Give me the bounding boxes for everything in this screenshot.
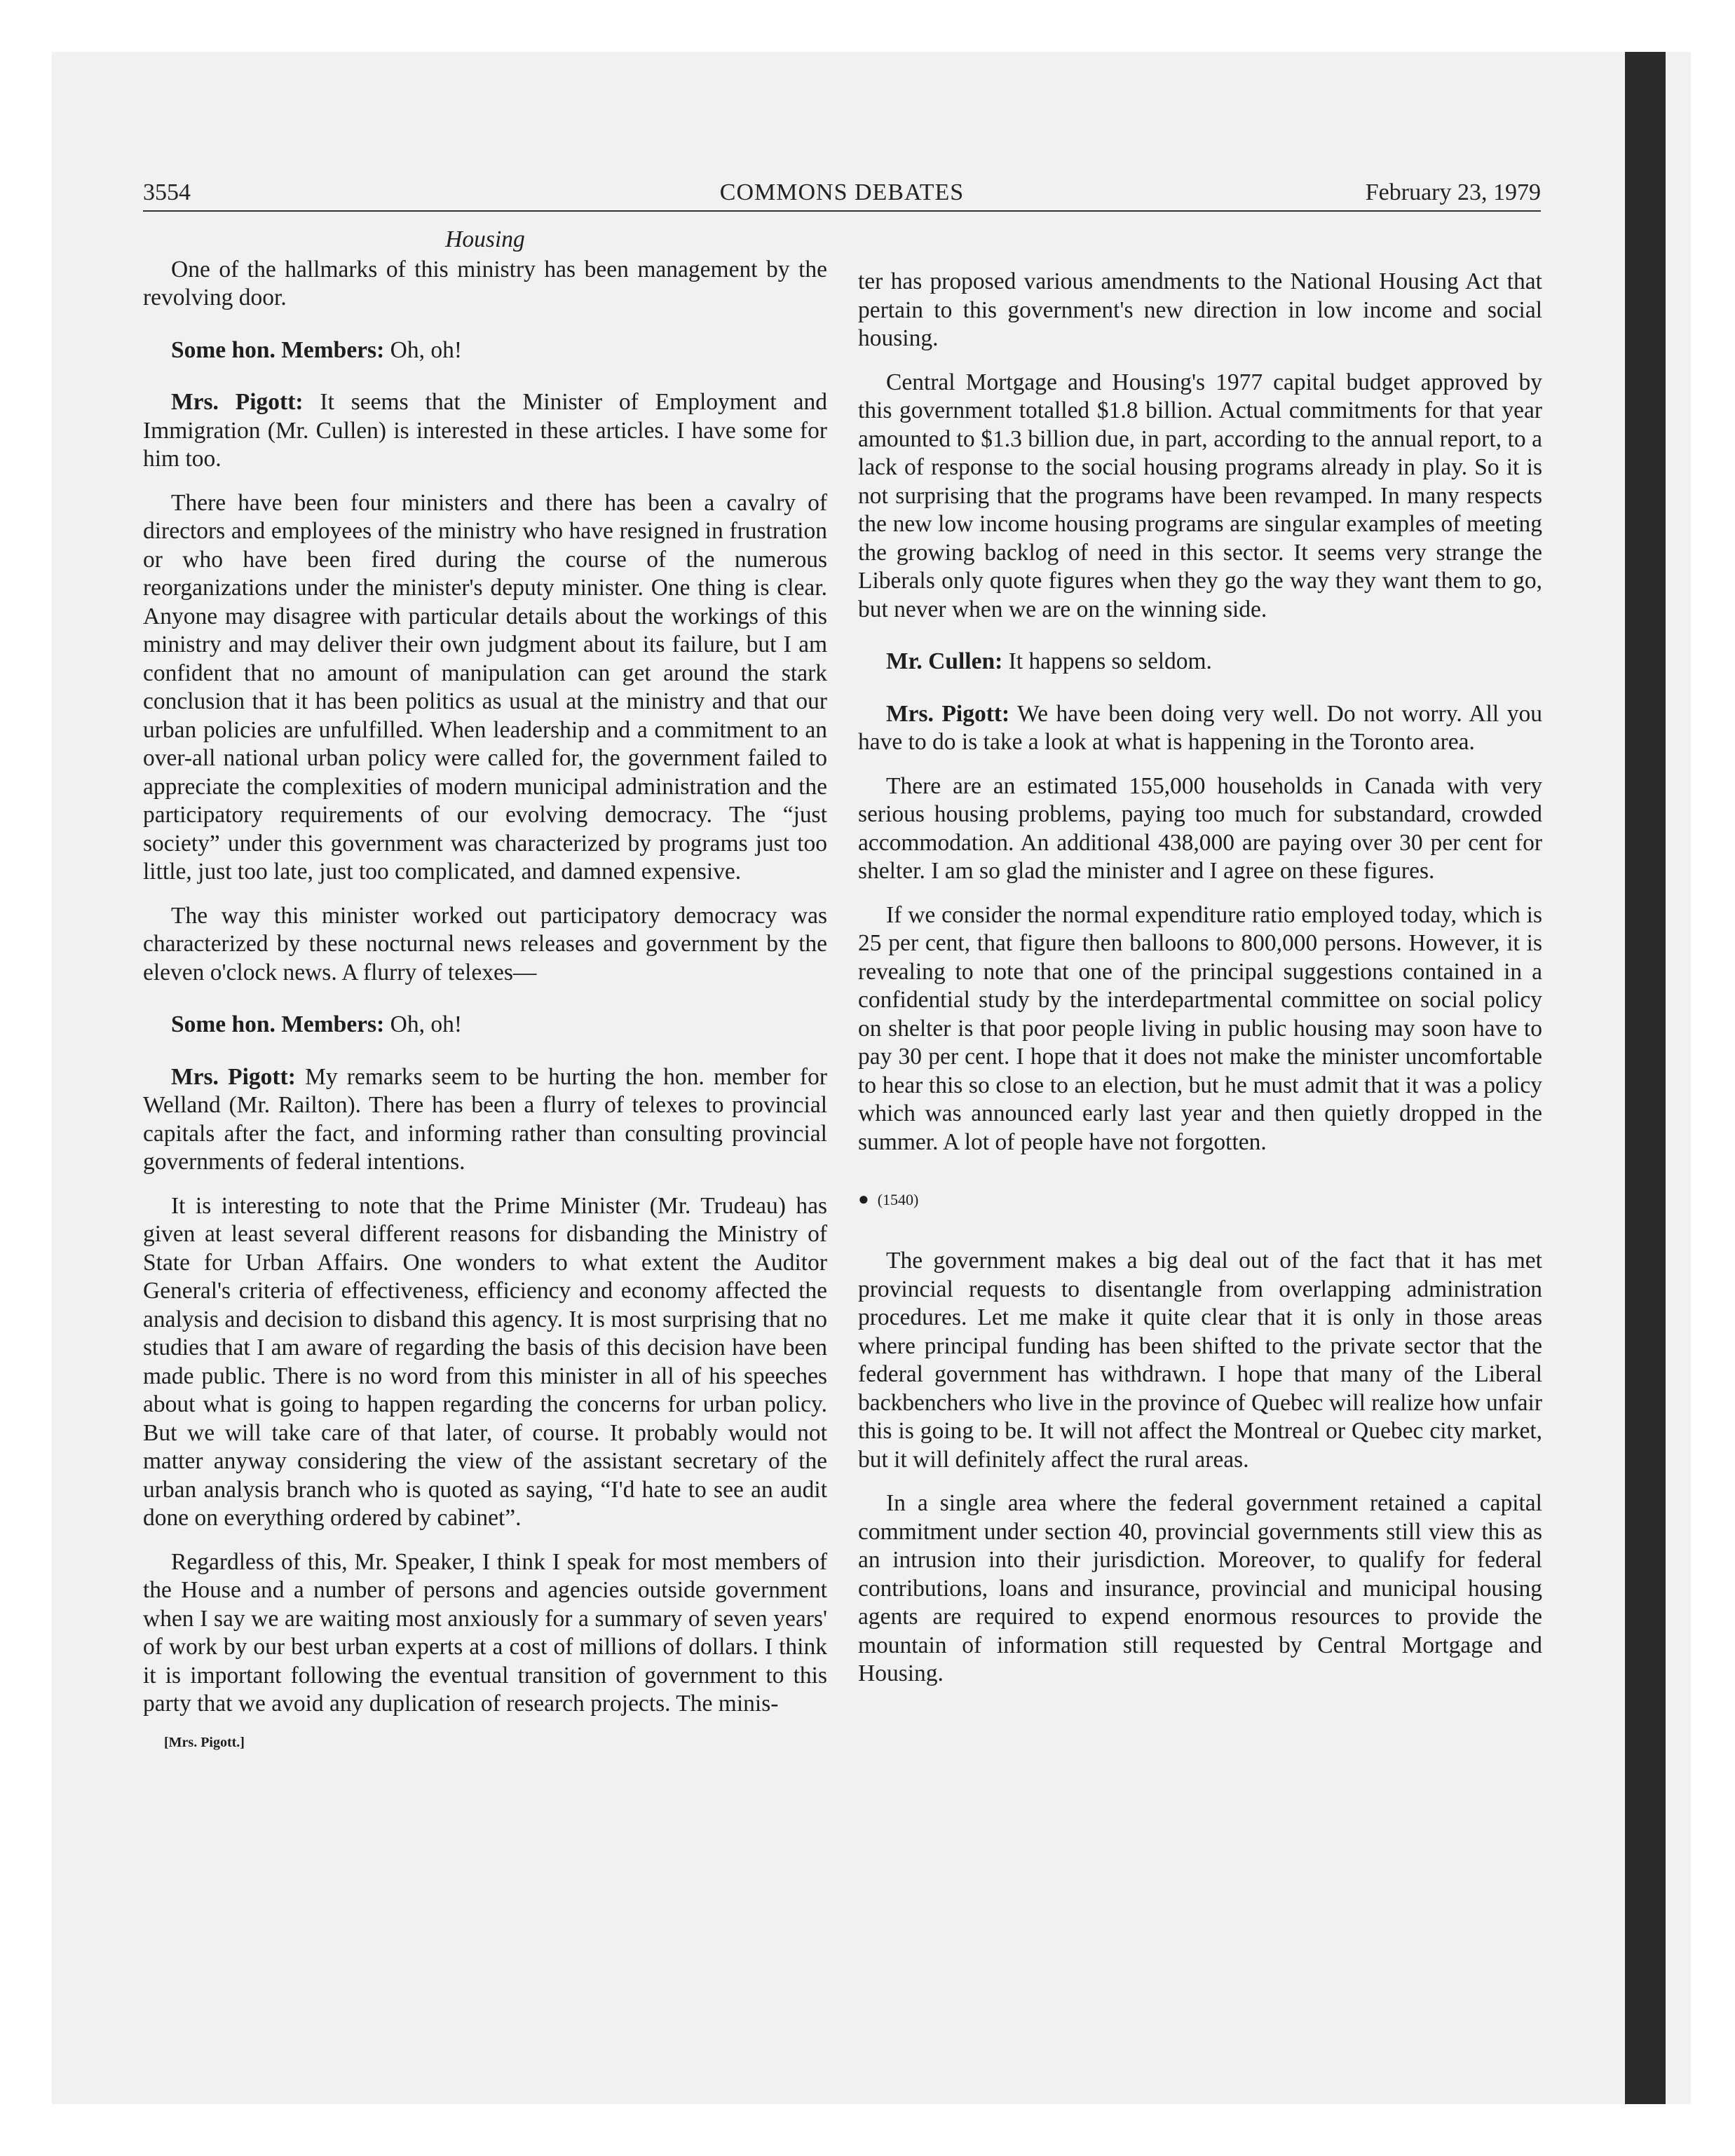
paragraph-text: In a single area where the federal government retained a capital commitment under section 40, provincial governments still view this as an intrusion into their jurisdiction. Moreover, to qualify for federal contributions, loans and insurance, provincial and municipal housing agents are required to expend enormous resources to provide the mountain of information still requested by Central Mortgage and Housing. <box>858 1490 1542 1686</box>
paragraph-text: We have been doing very well. Do not worry. All you have to do is take a look at what is happening in the Toronto area. <box>858 700 1543 755</box>
paragraph-text: The government makes a big deal out of the fact that it has met provincial requests to disentangle from overlapping administration procedures. Let me make it quite clear that it is only in those areas where principal funding has been shifted to the private sector that the federal government has withdrawn. I hope that many of the Liberal backbenchers who live in the province of Quebec will realize how unfair this is going to be. It will not affect the Montreal or Quebec city market, but it will definitely affect the rural areas. <box>858 1248 1542 1473</box>
speech-paragraph <box>143 388 827 474</box>
page-number: 3554 <box>143 179 191 205</box>
paragraph-text: Oh, oh! <box>390 336 462 363</box>
speaker-name: Mrs. Pigott: <box>171 389 304 415</box>
paragraph-text: ter has proposed various amendments to the National Housing Act that pertain to this government's new direction in low income and social housing. <box>858 268 1542 351</box>
paragraph <box>858 1247 1542 1474</box>
paragraph <box>858 369 1542 625</box>
scan-edge-shadow <box>1625 52 1666 2104</box>
subject-heading: Housing <box>445 226 525 252</box>
paragraph-text: It happens so seldom. <box>1008 648 1212 674</box>
paragraph <box>143 1192 827 1533</box>
paragraph-text: It seems that the Minister of Employment and Immigration (Mr. Cullen) is interested in these articles. I have some for him too. <box>143 389 827 472</box>
speaker-name: Mr. Cullen: <box>886 648 1003 674</box>
paragraph <box>858 1489 1542 1688</box>
speech-paragraph <box>143 1011 827 1039</box>
paragraph-text: My remarks seem to be hurting the hon. member for Welland (Mr. Railton). There has been a flurry of telexes to provincial capitals after the fact, and informing rather than consulting provincial governments of federal intentions. <box>143 1063 827 1175</box>
paragraph-text: If we consider the normal expenditure ratio employed today, which is 25 per cent, that figure then balloons to 800,000 persons. However, it is revealing to note that one of the principal suggestions contained in a confidential study by the interdepartmental committee on social policy on shelter is that poor people living in public housing may soon have to pay 30 per cent. I hope that it does not make the minister uncomfortable to hear this so close to an election, but he must admit that it was a policy which was announced early last year and then quietly dropped in the summer. A lot of people have not forgotten. <box>858 901 1542 1155</box>
paragraph <box>143 256 827 313</box>
speech-paragraph <box>143 336 827 365</box>
right-paragraphs-before <box>858 268 1542 1157</box>
paragraph-text: Oh, oh! <box>390 1011 462 1037</box>
right-column <box>858 268 1542 1704</box>
paragraph-text: There are an estimated 155,000 households in Canada with very serious housing problems, paying too much for substandard, crowded accommodation. An additional 438,000 are paying over 30 per cent for shelter. I am so glad the minister and I agree on these figures. <box>858 772 1542 884</box>
speaker-attribution: [Mrs. Pigott.] <box>164 1734 245 1750</box>
paragraph-text: The way this minister worked out participatory democracy was characterized by these nocturnal news releases and government by the eleven o'clock news. A flurry of telexes— <box>143 902 827 985</box>
paragraph <box>143 489 827 887</box>
publication-title: COMMONS DEBATES <box>719 179 965 205</box>
speaker-name: Some hon. Members: <box>171 336 385 363</box>
speech-paragraph <box>858 648 1542 676</box>
paragraph-text: Central Mortgage and Housing's 1977 capital budget approved by this government totalled $1.8 billion. Actual commitments for that year amounted to $1.3 billion due, in part, according to the annual report, to a lack of response to the social housing programs already in play. So it is not surprising that the programs have been revamped. In many respects the new low income housing programs are singular examples of meeting the growing backlog of need in this sector. It seems very strange the Liberals only quote figures when they go the way they want them to go, but never when we are on the winning side. <box>858 369 1542 622</box>
time-marker <box>858 1189 1542 1210</box>
speaker-name: Mrs. Pigott: <box>171 1063 296 1090</box>
paragraph-text: There have been four ministers and there has been a cavalry of directors and employees of the ministry who have resigned in frustration or who have been fired during the course of the numerous reorganizations under the minister's deputy minister. One thing is clear. Anyone may disagree with particular details about the workings of this ministry and may deliver their own judgment about its failure, but I am confident that no amount of manipulation can get around the stark conclusion that it has been politics as usual at the ministry and that our urban policies are unfulfilled. When leadership and a commitment to an over-all national urban policy were called for, the government failed to appreciate the complexities of modern municipal administration and the participatory requirements of our evolving democracy. The “just society” under this government was characterized by programs just too little, just too late, just too complicated, and damned expensive. <box>143 489 827 885</box>
paragraph <box>858 268 1542 353</box>
publication-date: February 23, 1979 <box>1365 179 1541 205</box>
paragraph-text: Regardless of this, Mr. Speaker, I think I speak for most members of the House and a number of persons and agencies outside government when I say we are waiting most anxiously for a summary of seven years' of work by our best urban experts at a cost of millions of dollars. I think it is important following the eventual transition of government to this party that we avoid any duplication of research projects. The minis- <box>143 1548 827 1717</box>
paragraph <box>858 772 1542 886</box>
paragraph-text: It is interesting to note that the Prime Minister (Mr. Trudeau) has given at least several different reasons for disbanding the Ministry of State for Urban Affairs. One wonders to what extent the Auditor General's criteria of effectiveness, efficiency and economy affected the analysis and decision to disband this agency. It is most surprising that no studies that I am aware of regarding the basis of this decision have been made public. There is no word from this minister in all of his speeches about what is going to happen regarding the concerns for urban policy. But we will take care of that later, of course. It probably would not matter anyway considering the view of the assistant secretary of the urban analysis branch who is quoted as saying, “I'd hate to see an audit done on everything ordered by cabinet”. <box>143 1192 827 1531</box>
paragraph <box>143 902 827 988</box>
speech-paragraph <box>858 700 1542 757</box>
speech-paragraph <box>143 1063 827 1177</box>
paragraph <box>143 1548 827 1719</box>
left-paragraphs <box>143 256 827 1719</box>
speaker-name: Some hon. Members: <box>171 1011 385 1037</box>
page-header <box>143 175 1541 212</box>
timestamp-text: (1540) <box>877 1191 919 1208</box>
speaker-name: Mrs. Pigott: <box>886 700 1010 727</box>
bullet-icon: ● <box>858 1189 869 1209</box>
right-paragraphs-after <box>858 1247 1542 1688</box>
paragraph <box>858 901 1542 1157</box>
left-column <box>143 226 827 1751</box>
paragraph-text: One of the hallmarks of this ministry has been management by the revolving door. <box>143 256 827 311</box>
